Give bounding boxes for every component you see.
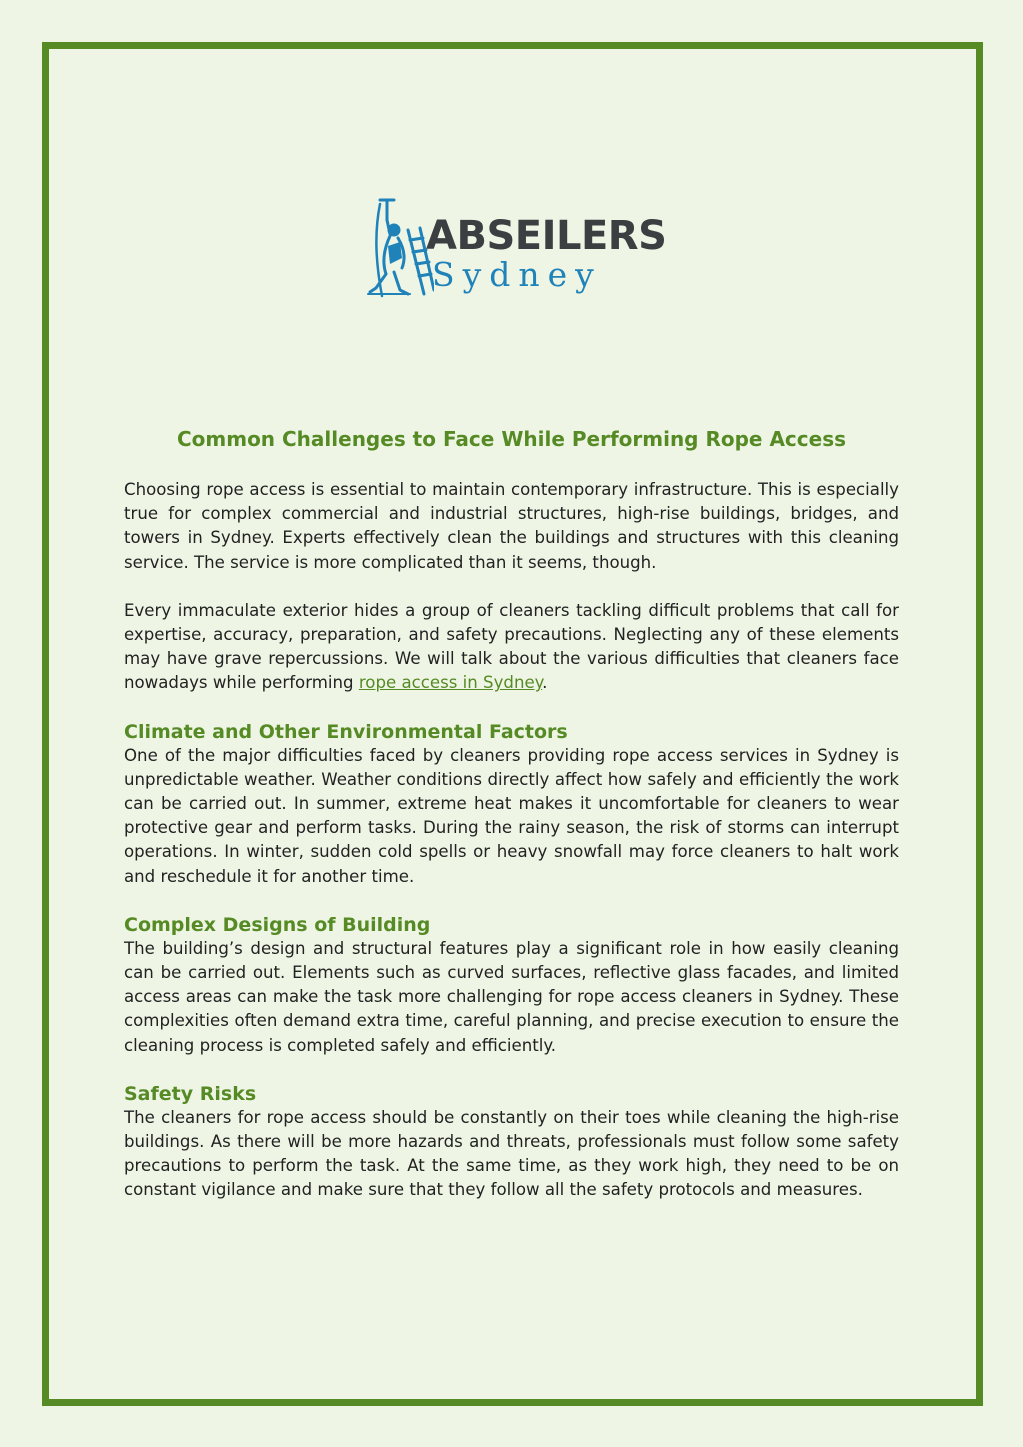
section-heading-climate: Climate and Other Environmental Factors [124, 720, 568, 743]
logo-text-sydney: Sydney [432, 255, 602, 294]
abseiler-with-squeegee-icon [364, 194, 434, 300]
rope-access-sydney-link[interactable]: rope access in Sydney [358, 673, 543, 693]
intro-paragraph-1: Choosing rope access is essential to maintain contemporary infrastructure. This is especially true for complex commercial and industrial structures, high-rise buildings, bridges, and towers in Sydney. Experts effectively clean the buildings and structures with this cleaning service. The service is more complicated than it seems, though. [124, 480, 899, 572]
section-body-safety-risks: The cleaners for rope access should be constantly on their toes while cleaning the high-rise buildings. As there will be more hazards and threats, professionals must follow some safety precautions to perform the task. At the same time, as they work high, they need to be on constant vigilance and make sure that they follow all the safety protocols and measures. [124, 1107, 899, 1200]
section-heading-complex-designs: Complex Designs of Building [124, 913, 431, 936]
logo-text-abseilers: ABSEILERS [426, 213, 667, 259]
intro-paragraph-2-text: Every immaculate exterior hides a group of cleaners tackling difficult problems that call for expertise, accuracy, preparation, and safety precautions. Neglecting any of these elements may have grave repercussions. We will talk about the various difficulties that cleaners face nowadays while performing [124, 600, 899, 693]
company-logo [364, 194, 667, 300]
intro-paragraph-2 [124, 599, 899, 696]
page-title: Common Challenges to Face While Performing Rope Access [176, 427, 847, 451]
section-heading-safety-risks: Safety Risks [124, 1082, 257, 1105]
section-body-climate: One of the major difficulties faced by cleaners providing rope access services in Sydney is unpredictable weather. Weather conditions directly affect how safely and efficiently the work can be carried out. In summer, extreme heat makes it uncomfortable for cleaners to wear protective gear and perform tasks. During the rainy season, the risk of storms can interrupt operations. In winter, sudden cold spells or heavy snowfall may force cleaners to halt work and reschedule it for another time. [124, 745, 899, 886]
section-body-complex-designs: The building’s design and structural features play a significant role in how easily cleaning can be carried out. Elements such as curved surfaces, reflective glass facades, and limited access areas can make the task more challenging for rope access cleaners in Sydney. These complexities often demand extra time, careful planning, and precise execution to ensure the cleaning process is completed safely and efficiently. [124, 938, 899, 1055]
article-body [124, 478, 899, 1203]
intro-paragraph-2-end: . [542, 673, 548, 693]
